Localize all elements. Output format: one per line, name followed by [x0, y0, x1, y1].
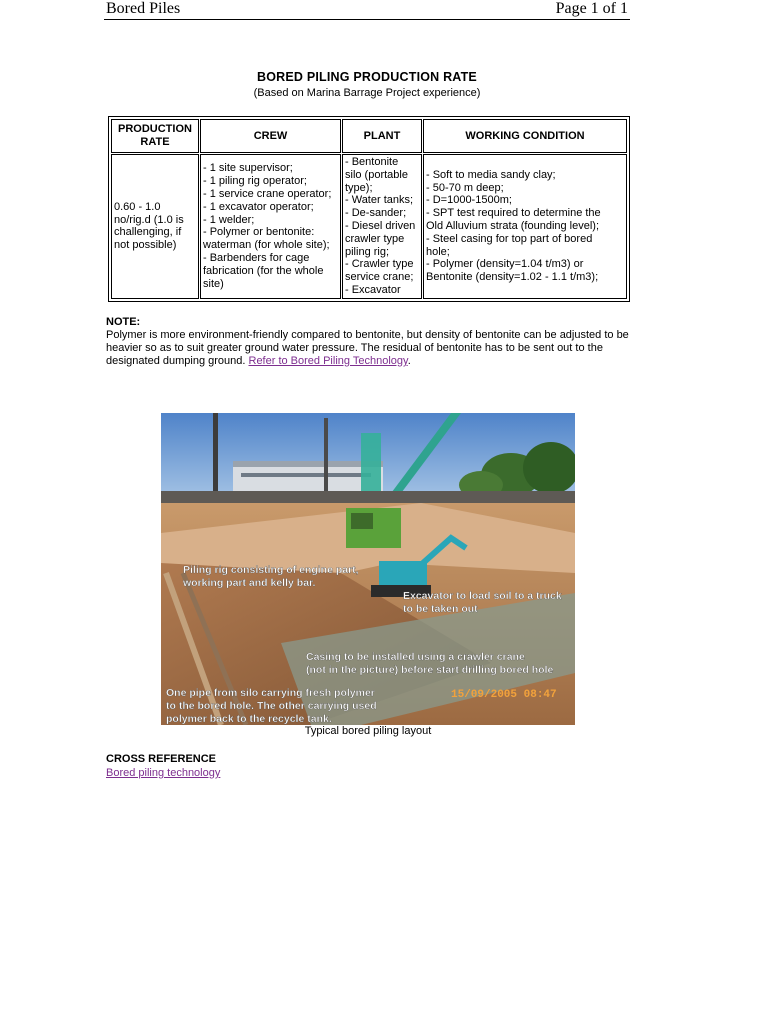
header-divider [104, 19, 630, 20]
annotation-piling-rig-line1: Piling rig consisting of engine part, [183, 564, 359, 576]
note-section [106, 316, 631, 368]
table-header-cell: WORKING CONDITION [423, 119, 627, 153]
annotation-piling-rig-line2: working part and kelly bar. [183, 577, 316, 589]
document-subtitle: (Based on Marina Barrage Project experience) [253, 87, 481, 99]
note-text: Polymer is more environment-friendly compared to bentonite, but density of bentonite can be adjusted to be heavier so as to suit greater ground water pressure. The residual of bentonite has to be sent out to the designated dumping ground. [106, 329, 629, 367]
annotation-excavator-line1: Excavator to load soil to a truck [403, 590, 562, 602]
annotation-pipes-line3: polymer back to the recycle tank. [166, 713, 332, 725]
working-condition-cell: - Soft to media sandy clay; - 50-70 m deep; - D=1000-1500m; - SPT test required to determine the Old Alluvium strata (founding level); - Steel casing for top part of bored hole; - Polymer (density=1.04 t/m3) or Bentonite (density=1.02 - 1.1 t/m3); [423, 154, 627, 299]
production-rate-table [108, 116, 630, 302]
annotation-pipes-line2: to the bored hole. The other carrying used [166, 700, 377, 712]
cross-reference-heading: CROSS REFERENCE [106, 753, 217, 765]
site-photo [161, 413, 575, 725]
plant-cell: - Bentonite silo (portable type); - Water tanks; - De-sander; - Diesel driven crawler type piling rig; - Crawler type service crane; - Excavator [342, 154, 422, 299]
table-header-row [111, 119, 627, 153]
photo-caption: Typical bored piling layout [304, 725, 432, 737]
bored-piling-technology-link[interactable]: Refer to Bored Piling Technology [248, 355, 408, 367]
svg-text:Casing to be installed using a [306, 651, 554, 676]
site-photo-illustration [161, 413, 575, 725]
crew-cell: - 1 site supervisor; - 1 piling rig operator; - 1 service crane operator; - 1 excavator operator; - 1 welder; - Polymer or bentonite: waterman (for whole site); - Barbenders for cage fabrication (for the whole site) [200, 154, 341, 299]
page-header-title: Bored Piles [106, 0, 181, 17]
table-header-cell: PRODUCTION RATE [111, 119, 199, 153]
table-header-cell: PLANT [342, 119, 422, 153]
note-heading: NOTE: [106, 316, 141, 328]
table-row [111, 154, 627, 299]
production-rate-cell: 0.60 - 1.0 no/rig.d (1.0 is challenging, if not possible) [111, 154, 199, 299]
note-trailing: . [407, 355, 411, 367]
cross-reference-link[interactable]: Bored piling technology [106, 767, 221, 779]
annotation-casing-line2: (not in the picture) before start drilling bored hole [306, 664, 554, 676]
annotation-pipes-line1: One pipe from silo carrying fresh polymer [166, 687, 375, 699]
photo-timestamp: 15/09/2005 08:47 [451, 689, 557, 701]
document-title: BORED PILING PRODUCTION RATE [257, 70, 477, 84]
page-number: Page 1 of 1 [555, 0, 628, 17]
table-header-cell: CREW [200, 119, 341, 153]
annotation-excavator-line2: to be taken out [403, 603, 478, 615]
annotation-casing-line1: Casing to be installed using a crawler crane [306, 651, 525, 663]
